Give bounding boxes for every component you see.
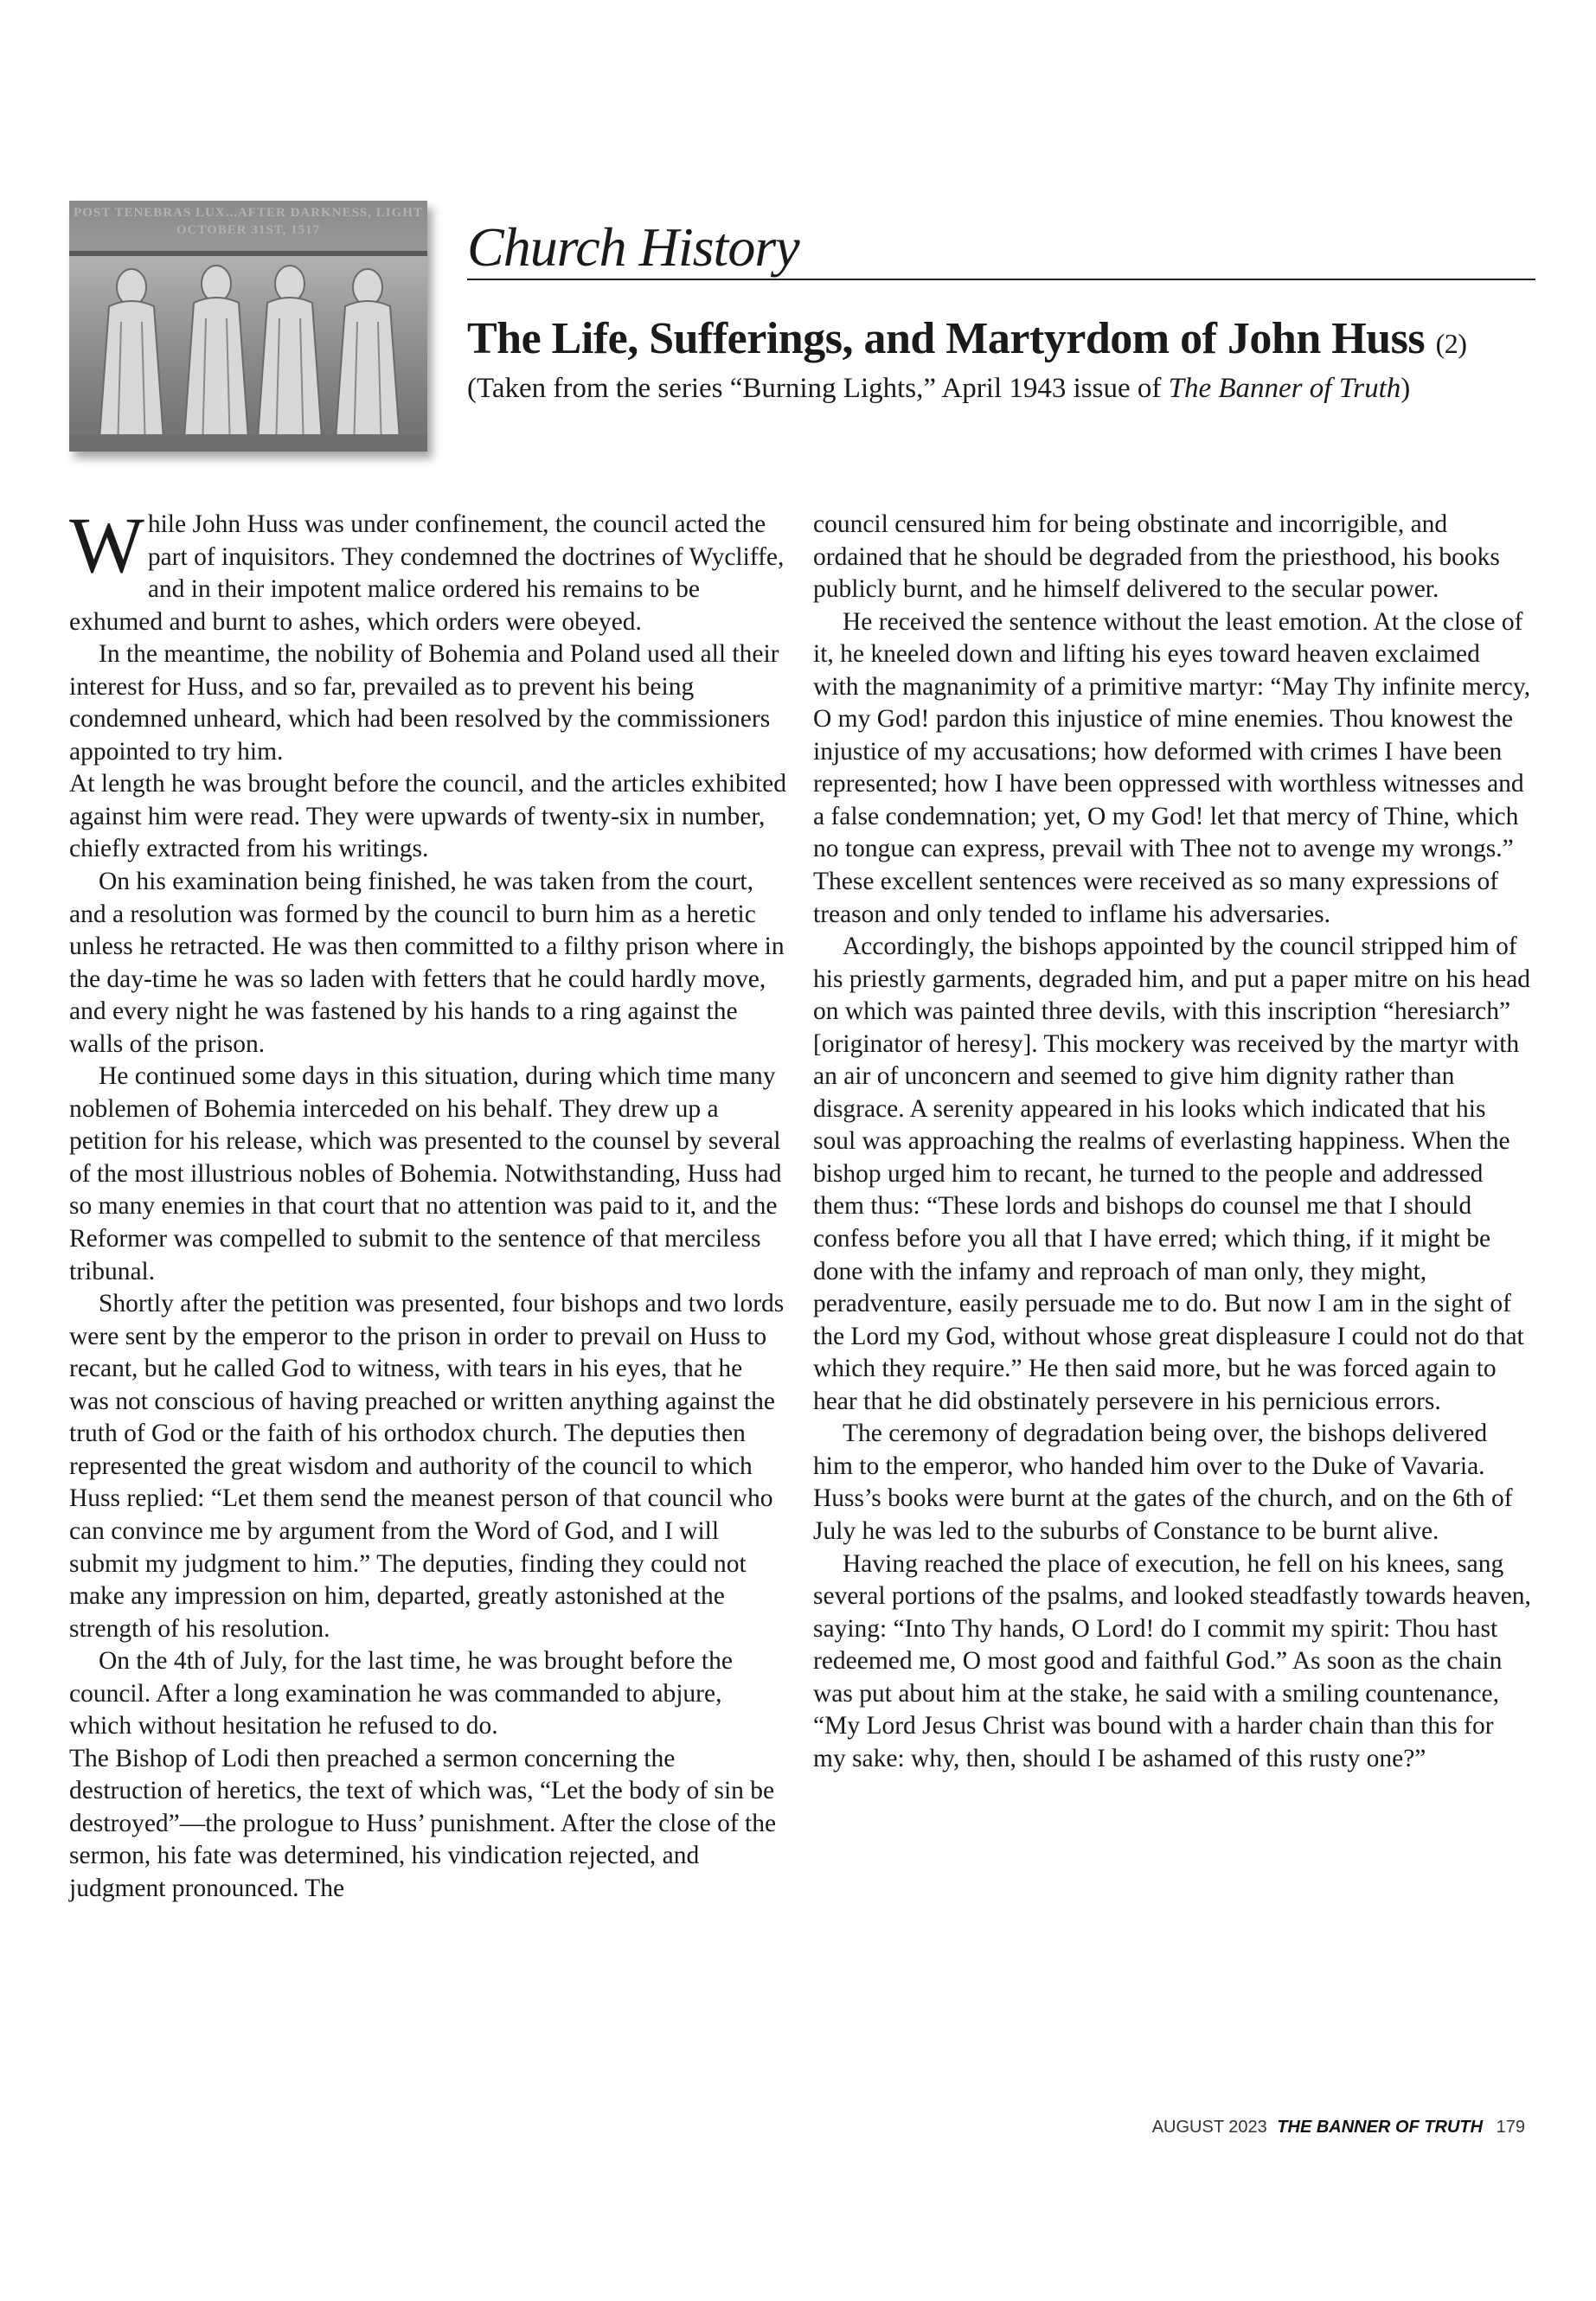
drop-cap: W <box>69 501 144 589</box>
paragraph <box>69 501 787 638</box>
paragraph: On the 4th of July, for the last time, he was brought before the council. After a long examination he was commanded to abjure, which without hesitation he refused to do. <box>69 1647 733 1740</box>
paragraph: Accordingly, the bishops appointed by the council stripped him of his priestly garments, degraded him, and put a paper mitre on his head on which was painted three devils, with this inscription “heresiarch” [originator of heresy]. This mockery was received by the martyr with an air of unconcern and seemed to give him dignity rather than disgrace. A serenity appeared in his looks which indicated that his soul was approaching the realms of everlasting happiness. When the bishop urged him to recant, he turned to the people and addressed them thus: “These lords and bishops do counsel me that I should confess before you all that I have erred; which thing, if it might be done with the infamy and reproach of man only, they might, peradventure, easily persuade me to do. But now I am in the sight of the Lord my God, without whose great displeasure I could not do that which they require.” He then said more, but he was forced again to hear that he did obstinately persevere in his pernicious errors. <box>813 933 1531 1415</box>
paragraph-text: hile John Huss was under confinement, the council acted the part of inquisitors. They condemned the doctrines of Wycliffe, and in their impotent malice ordered his remains to be exhumed and burnt to ashes, which orders were obeyed. <box>69 510 785 636</box>
paragraph: Shortly after the petition was presented, four bishops and two lords were sent by the emperor to the prison in order to prevail on Huss to recant, but he called God to witness, with tears in his eyes, that he was not conscious of having preached or written anything against the truth of God or the faith of his orthodox church. The deputies then represented the great wisdom and authority of the council to which Huss replied: “Let them send the meanest person of that council who can convince me by argument from the Word of God, and I will submit my judgment to him.” The deputies, finding they could not make any impression on him, departed, greatly astonished at the strength of his resolution. <box>69 1290 785 1643</box>
page-number: 179 <box>1496 2118 1525 2137</box>
article-part-number: (2) <box>1435 328 1467 359</box>
article-title <box>467 311 1557 371</box>
section-label: Church History <box>467 216 806 279</box>
reformers-statues <box>69 201 427 452</box>
article-subtitle <box>467 370 1557 407</box>
subtitle-prefix: (Taken from the series “Burning Lights,” April 1943 issue of <box>467 373 1169 404</box>
subtitle-source: The Banner of Truth <box>1168 373 1401 404</box>
paragraph: He continued some days in this situation, during which time many noblemen of Bohemia interceded on his behalf. They drew up a petition for his release, which was presented to the counsel by several of the most illustrious nobles of Bohemia. Notwithstanding, Huss had so many enemies in that court that no attention was paid to it, and the Reformer was compelled to submit to the sentence of that merciless tribunal. <box>69 1062 782 1285</box>
page-footer <box>1152 2118 1525 2138</box>
article-column-right <box>813 509 1531 1775</box>
paragraph: council censured him for being obstinate and incorrigible, and ordained that he should be degraded from the priesthood, his books publicly burnt, and he himself delivered to the secular power. <box>813 510 1500 604</box>
issue-date: AUGUST 2023 <box>1151 2118 1267 2137</box>
section-heading <box>467 216 1535 280</box>
publication-name: THE BANNER OF TRUTH <box>1277 2118 1484 2137</box>
subtitle-suffix: ) <box>1401 373 1411 404</box>
article-column-left <box>69 501 787 1906</box>
reformation-wall-photo <box>69 201 427 452</box>
paragraph: On his examination being finished, he was taken from the court, and a resolution was formed by the council to burn him as a heretic unless he retracted. He was then committed to a filthy prison where in the day-time he was so laden with fetters that he could hardly move, and every night he was fastened by his hands to a ring against the walls of the prison. <box>69 868 785 1058</box>
paragraph: The ceremony of degradation being over, the bishops delivered him to the emperor, who handed him over to the Duke of Vavaria. Huss’s books were burnt at the gates of the church, and on the 6th of July he was led to the suburbs of Constance to be burnt alive. <box>813 1420 1513 1545</box>
paragraph: At length he was brought before the council, and the articles exhibited against him were read. They were upwards of twenty-six in number, chiefly extracted from his writings. <box>69 770 787 863</box>
article-title-text: The Life, Sufferings, and Martyrdom of John Huss <box>467 314 1426 363</box>
paragraph: The Bishop of Lodi then preached a sermon concerning the destruction of heretics, the text of which was, “Let the body of sin be destroyed”—the prologue to Huss’ punishment. After the close of the sermon, his fate was determined, his vindication rejected, and judgment pronounced. The <box>69 1744 777 1902</box>
paragraph: Having reached the place of execution, he fell on his knees, sang several portions of the psalms, and looked steadfastly towards heaven, saying: “Into Thy hands, O Lord! do I commit my spirit: Thou hast redeemed me, O most good and faithful God.” As soon as the chain was put about him at the stake, he said with a smiling countenance, “My Lord Jesus Christ was bound with a harder chain than this for my sake: why, then, should I be ashamed of this rusty one?” <box>813 1549 1531 1772</box>
paragraph: He received the sentence without the least emotion. At the close of it, he kneeled down and lifting his eyes toward heaven exclaimed with the magnanimity of a primitive martyr: “May Thy infinite mercy, O my God! pardon this injustice of mine enemies. Thou knowest the injustice of my accusations; how deformed with crimes I have been represented; how I have been oppressed with worthless witnesses and a false condemnation; yet, O my God! let that mercy of Thine, which no tongue can express, prevail with Thee not to avenge my wrongs.” These excellent sentences were received as so many expressions of treason and only tended to inflame his adversaries. <box>813 607 1531 928</box>
paragraph: In the meantime, the nobility of Bohemia and Poland used all their interest for Huss, and so far, prevailed as to prevent his being condemned unheard, which had been resolved by the commissioners appointed to try him. <box>69 640 779 766</box>
